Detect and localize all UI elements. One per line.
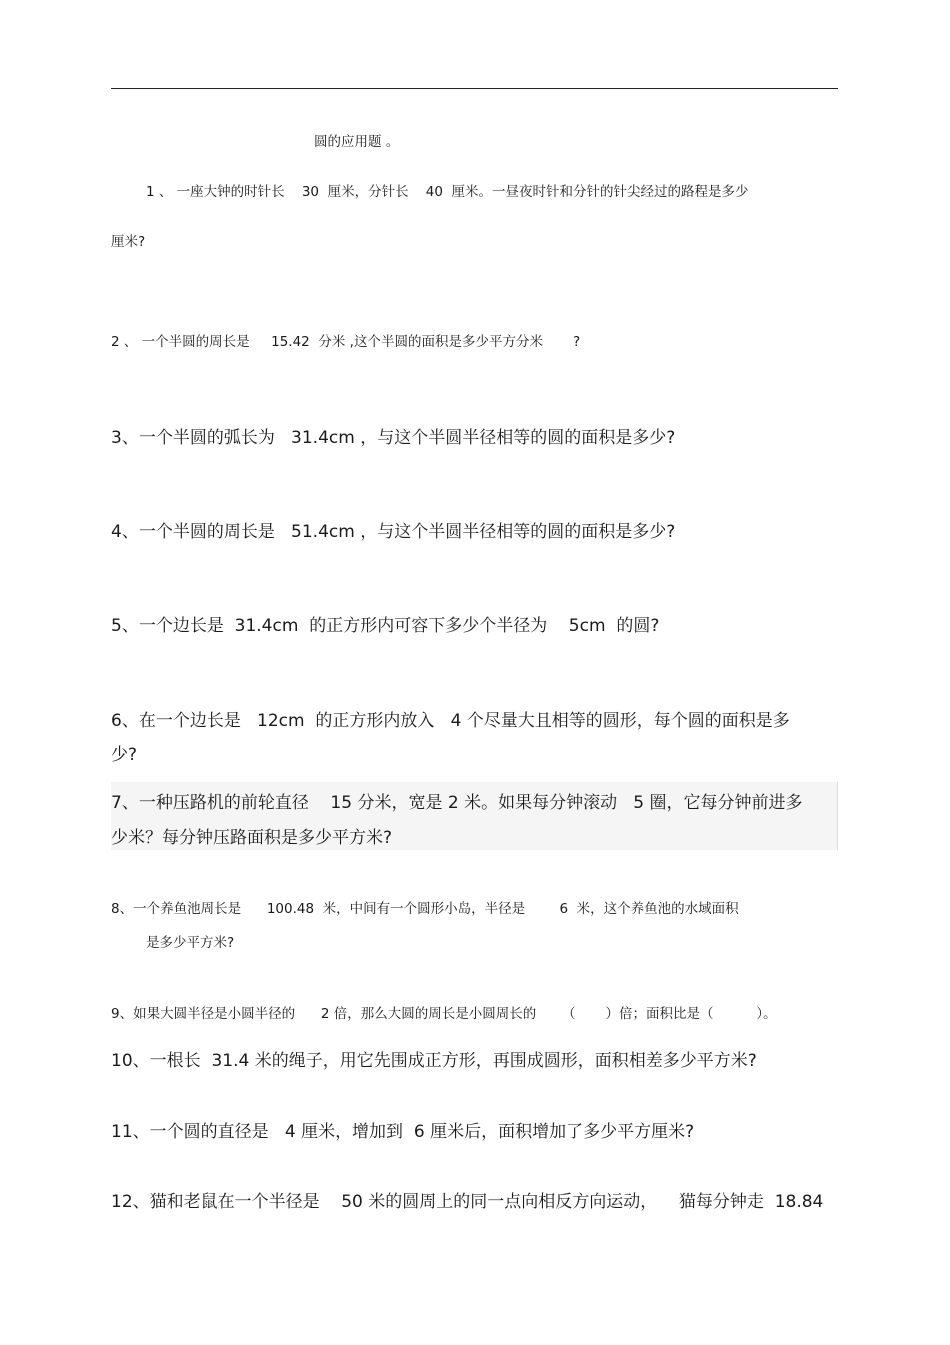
- question-1-line-1: 1 、 一座大钟的时针长 30 厘米，分针长 40 厘米。一昼夜时针和分针的针尖经过的路程是多少: [146, 184, 749, 200]
- question-6-line-1: 6、在一个边长是 12cm 的正方形内放入 4 个尽量大且相等的圆形，每个圆的面积是多: [111, 711, 790, 731]
- header-rule: [111, 88, 838, 89]
- question-9: 9、如果大圆半径是小圆半径的 2 倍，那么大圆的周长是小圆周长的 （ ）倍；面积比是（ ）。: [111, 1006, 777, 1022]
- question-12: 12、猫和老鼠在一个半径是 50 米的圆周上的同一点向相反方向运动， 猫每分钟走 18.84: [111, 1192, 824, 1212]
- question-5: 5、一个边长是 31.4cm 的正方形内可容下多少个半径为 5cm 的圆?: [111, 616, 660, 636]
- question-4: 4、一个半圆的周长是 51.4cm ，与这个半圆半径相等的圆的面积是多少?: [111, 522, 676, 542]
- question-11: 11、一个圆的直径是 4 厘米，增加到 6 厘米后，面积增加了多少平方厘米?: [111, 1122, 695, 1142]
- question-1-line-2: 厘米?: [111, 234, 146, 250]
- question-6-line-2: 少?: [111, 745, 138, 765]
- question-8-line-1: 8、一个养鱼池周长是 100.48 米，中间有一个圆形小岛，半径是 6 米，这个养鱼池的水域面积: [111, 901, 739, 917]
- question-8-line-2: 是多少平方米?: [146, 935, 235, 951]
- question-7-line-1: 7、一种压路机的前轮直径 15 分米，宽是 2 米。如果每分钟滚动 5 圈，它每分钟前进多: [111, 793, 803, 813]
- question-10: 10、一根长 31.4 米的绳子，用它先围成正方形，再围成圆形，面积相差多少平方米?: [111, 1051, 757, 1071]
- question-2: 2 、 一个半圆的周长是 15.42 分米 ,这个半圆的面积是多少平方分米 ?: [111, 334, 581, 350]
- question-7-line-2: 少米？每分钟压路面积是多少平方米?: [111, 828, 393, 848]
- page-title: 圆的应用题 。: [314, 134, 400, 150]
- question-3: 3、一个半圆的弧长为 31.4cm ，与这个半圆半径相等的圆的面积是多少?: [111, 428, 676, 448]
